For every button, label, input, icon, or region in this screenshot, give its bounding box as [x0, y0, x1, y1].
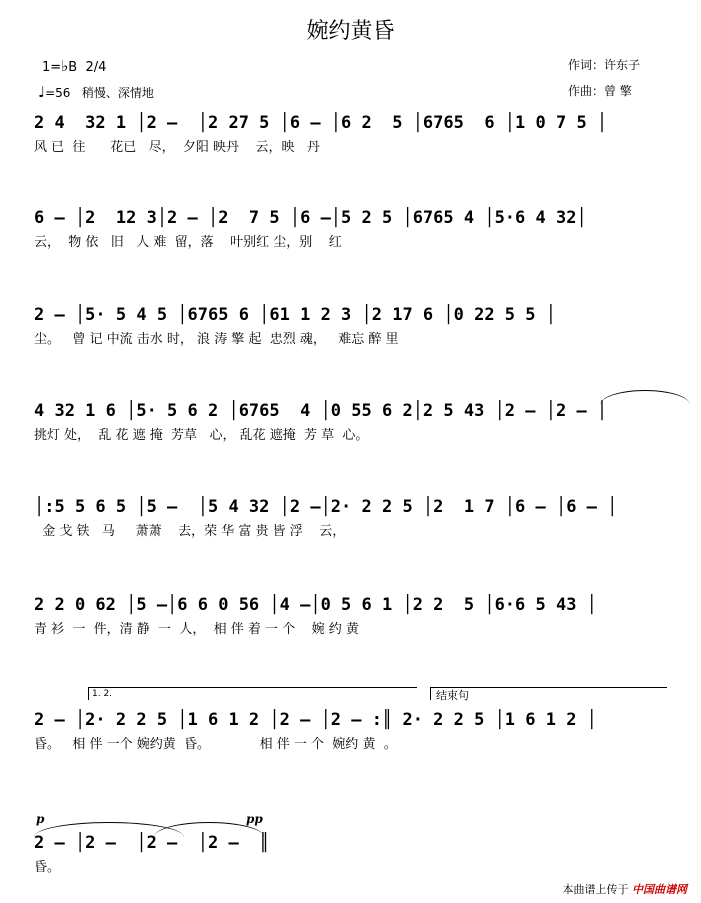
tempo-marking: [38, 83, 154, 101]
score-row-1: [34, 110, 666, 170]
composer: 作曲：曾 擎: [568, 84, 632, 98]
lyric-line: 金 戈 铁 马 萧萧 去，荣 华 富 贵 皆 浮 云，: [34, 524, 346, 539]
score-row-3: [34, 302, 666, 362]
lyric-line: 挑灯 处， 乱 花 遮 掩 芳草 心， 乱花 遮掩 芳 草 心。: [34, 428, 369, 443]
lyric-line: 风 已 往 花已 尽， 夕阳 映丹 云，映 丹: [34, 140, 320, 155]
lyric-line: 昏。 相 伴 一个 婉约黄 昏。 相 伴 一 个 婉约 黄 。: [34, 737, 397, 752]
score-row-6: [34, 592, 666, 652]
expression-text: 稍慢、深情地: [81, 86, 154, 100]
first-ending-bracket: [88, 687, 417, 700]
notation-line: │:5 5 6 5 │5 – │5 4 32 │2 –│2· 2 2 5 │2 1 7 │6 – │6 – │: [34, 497, 618, 517]
coda-label: 结束句: [436, 689, 469, 702]
lyric-line: 云， 物 依 旧 人 难 留，落 叶别红 尘，别 红: [34, 235, 342, 250]
notation-line: 2 – │2 – │2 – │2 – ║: [34, 833, 270, 853]
lyric-line: 青 衫 一 件，清 静 一 人， 相 伴 着 一 个 婉 约 黄: [34, 622, 359, 637]
lyric-line: 尘。 曾 记 中流 击水 时， 浪 涛 擎 起 忠烈 魂， 难忘 醉 里: [34, 332, 399, 347]
tempo-value: =56: [45, 86, 71, 100]
footer-credit: [563, 881, 688, 897]
score-row-7: [34, 707, 666, 767]
lyricist: 作词：许东子: [568, 58, 641, 72]
quarter-note-icon: ♩: [38, 83, 46, 101]
key-prefix: 1=: [42, 60, 62, 75]
song-title: 婉约黄昏: [306, 19, 395, 44]
volta-label: 1. 2.: [92, 689, 113, 699]
score-row-5: [34, 494, 666, 554]
notation-line: 2 – │2· 2 2 5 │1 6 1 2 │2 – │2 – :║ 2· 2 2 5 │1 6 1 2 │: [34, 710, 597, 730]
tie-arc: [600, 390, 690, 405]
footer-text: 本曲谱上传于: [562, 883, 629, 896]
key-note: B: [68, 60, 78, 75]
site-logo[interactable]: 中国曲谱网: [632, 883, 687, 896]
dynamic-pp: pp: [246, 812, 263, 826]
notation-line: 2 – │5· 5 4 5 │6765 6 │61 1 2 3 │2 17 6 │0 22 5 5 │: [34, 305, 556, 325]
notation-line: 4 32 1 6 │5· 5 6 2 │6765 4 │0 55 6 2│2 5 43 │2 – │2 – │: [34, 401, 608, 421]
notation-line: 2 2 0 62 │5 –│6 6 0 56 │4 –│0 5 6 1 │2 2 5 │6·6 5 43 │: [34, 595, 597, 615]
notation-line: 2 4 32 1 │2 – │2 27 5 │6 – │6 2 5 │6765 6 │1 0 7 5 │: [34, 113, 608, 133]
notation-line: 6 – │2 12 3│2 – │2 7 5 │6 –│5 2 5 │6765 4 │5·6 4 32│: [34, 208, 587, 228]
time-signature: 2/4: [85, 60, 107, 75]
score-row-4: [34, 398, 666, 458]
key-signature: [42, 57, 106, 75]
flat-icon: ♭: [61, 57, 69, 75]
dynamic-p: p: [36, 812, 45, 826]
score-row-2: [34, 205, 666, 265]
lyric-line: 昏。: [34, 860, 61, 875]
